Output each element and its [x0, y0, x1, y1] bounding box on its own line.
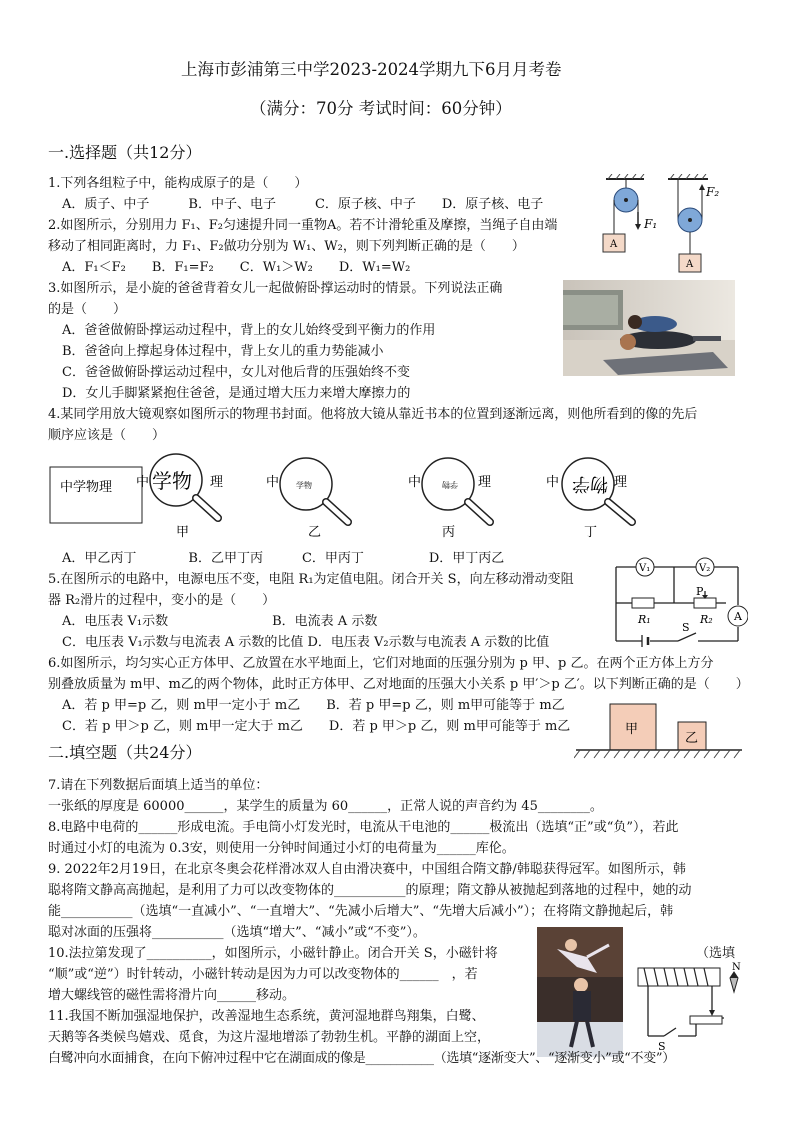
cubes-figure	[574, 700, 744, 762]
mag-c-image: 学物	[442, 480, 458, 489]
skating-photo	[537, 927, 623, 1057]
solenoid-figure	[628, 958, 748, 1054]
circuit-r1: R₁	[638, 613, 651, 626]
mag-d-image: 物学	[572, 473, 608, 494]
circuit-v1: V₁	[639, 563, 651, 574]
mag-b-label: 乙	[308, 525, 322, 540]
mag-c-label: 丙	[442, 525, 456, 540]
q5-options-cd: C．电压表 V₁示数与电流表 A 示数的比值 D．电压表 V₂示数与电流表 A 示数的比值	[62, 635, 550, 650]
circuit-v2: V₂	[699, 563, 711, 574]
q3-option-c: C．爸爸做俯卧撑运动过程中，女儿对他后背的压强始终不变	[62, 365, 410, 380]
circuit-ammeter: A	[734, 610, 742, 623]
q4-line2: 顺序应该是（ ）	[48, 428, 166, 443]
mag-d-label: 丁	[584, 525, 598, 540]
exam-subtitle: （满分：70分 考试时间：60分钟）	[250, 99, 512, 118]
q3-option-d: D．女儿手脚紧紧抱住爸爸，是通过增大压力来增大摩擦力的	[62, 386, 411, 401]
solenoid-switch-label: S	[658, 1040, 666, 1053]
cube-jia-label: 甲	[625, 722, 639, 737]
pulley-label-a-left: A	[610, 239, 618, 250]
mag-b-left: 中	[266, 475, 280, 490]
q3-line2: 的是（ ）	[48, 302, 127, 317]
q1-options: A．质子、中子 B．中子、电子 C．原子核、中子 D．原子核、电子	[62, 197, 544, 212]
mag-d-left: 中	[546, 475, 560, 490]
q8-line2: 时通过小灯的电流为 0.3安，则使用一分钟时间通过小灯的电荷量为______库伦。	[48, 841, 515, 856]
q8-line1: 8.电路中电荷的______形成电流。手电筒小灯发光时，电流从干电池的______极流出（选填“正”或“负”），若此	[48, 820, 679, 835]
q9-line1: 9. 2022年2月19日，在北京冬奥会花样滑冰双人自由滑决赛中，中国组合隋文静/韩聪获得冠军。如图所示，韩	[48, 862, 686, 877]
q10-line1: 10.法拉第发现了__________，如图所示，小磁针静止。闭合开关 S，小磁针将	[48, 946, 498, 961]
q9-line4: 聪对冰面的压强将___________（选填“增大”、“减小”或“不变”）。	[48, 925, 426, 940]
q6-line1: 6.如图所示，均匀实心正方体甲、乙放置在水平地面上，它们对地面的压强分别为 p 甲、p 乙。在两个正方体上方分	[48, 656, 714, 671]
q9-line2: 聪将隋文静高高抛起，是利用了力可以改变物体的___________的原理；隋文静从被抛起到落地的过程中，她的动	[48, 883, 692, 898]
q9-line3: 能___________（选填“一直减小”、“一直增大”、“先减小后增大”、“先增大后减小”）；在将隋文静抛起后，韩	[48, 904, 674, 919]
q4-options: A．甲乙丙丁 B．乙甲丁丙 C．甲丙丁 D．甲丁丙乙	[62, 551, 505, 566]
q2-options: A．F₁＜F₂ B．F₁=F₂ C．W₁＞W₂ D．W₁=W₂	[62, 260, 411, 275]
mag-b-image: 学物	[296, 481, 312, 490]
q7-line2: 一张纸的厚度是 60000______，某学生的质量为 60______，正常人说的声音约为 45________。	[48, 799, 603, 814]
compass-north: N	[732, 962, 741, 973]
pulley-label-a-right: A	[686, 259, 694, 270]
pulley-label-f2: F₂	[706, 185, 720, 199]
magnifier-figure	[48, 452, 668, 546]
pulley-figure	[598, 174, 728, 276]
q10-line2: “顺”或“逆”）时针转动，小磁针转动是因为力可以改变物体的______ ，若	[48, 967, 478, 982]
section-fill-heading: 二.填空题（共24分）	[48, 743, 202, 762]
q6-options-cd: C．若 p 甲＞p 乙，则 m甲一定大于 m乙 D．若 p 甲＞p 乙，则 m甲可能等于 m乙	[62, 719, 571, 734]
q1-stem: 1.下列各组粒子中，能构成原子的是（ ）	[48, 176, 308, 191]
q2-line1: 2.如图所示，分别用力 F₁、F₂匀速提升同一重物A。若不计滑轮重及摩擦，当绳子自由端	[48, 218, 558, 233]
book-cover-title: 中学物理	[60, 480, 113, 495]
circuit-figure-q5	[608, 553, 748, 653]
mag-c-left: 中	[408, 475, 422, 490]
q11-line1: 11.我国不断加强湿地保护，改善湿地生态系统，黄河湿地群鸟翔集，白鹭、	[48, 1009, 485, 1024]
q5-line2: 器 R₂滑片的过程中，变小的是（ ）	[48, 593, 276, 608]
mag-a-left: 中	[136, 475, 150, 490]
q11-line3: 白鹭冲向水面捕食，在向下俯冲过程中它在湖面成的像是___________（选填“逐渐变大”、“逐渐变小”或“不变”）	[48, 1051, 675, 1066]
q3-option-b: B．爸爸向上撑起身体过程中，背上女儿的重力势能减小	[62, 344, 384, 359]
exam-title: 上海市彭浦第三中学2023-2024学期九下6月月考卷	[181, 60, 562, 79]
q6-line2: 别叠放质量为 m甲、m乙的两个物体，此时正方体甲、乙对地面的压强大小关系 p 甲′＞p 乙′。以下判断正确的是（ ）	[48, 677, 749, 692]
q7-line1: 7.请在下列数据后面填上适当的单位：	[48, 778, 269, 793]
mag-c-right: 理	[478, 475, 492, 490]
q3-line1: 3.如图所示，是小旋的爸爸背着女儿一起做俯卧撑运动时的情景。下列说法正确	[48, 281, 503, 296]
q6-options-ab: A．若 p 甲=p 乙，则 m甲一定小于 m乙 B．若 p 甲=p 乙，则 m甲可能等于 m乙	[62, 698, 565, 713]
q5-options-ab: A．电压表 V₁示数 B．电流表 A 示数	[62, 614, 378, 629]
q2-line2: 移动了相同距离时，力 F₁、F₂做功分别为 W₁、W₂，则下列判断正确的是（ ）	[48, 239, 525, 254]
mag-a-image: 学物	[152, 469, 192, 493]
q4-line1: 4.某同学用放大镜观察如图所示的物理书封面。他将放大镜从靠近书本的位置到逐渐远离，则他所看到的像的先后	[48, 407, 698, 422]
q10-line1-tail: （选填	[696, 946, 736, 961]
circuit-switch: S	[682, 621, 690, 634]
q11-line2: 天鹅等各类候鸟嬉戏、觅食，为这片湿地增添了勃勃生机。平静的湖面上空，	[48, 1030, 491, 1045]
pushup-photo	[563, 280, 735, 376]
mag-a-label: 甲	[176, 525, 190, 540]
cube-yi-label: 乙	[685, 731, 699, 746]
mag-a-right: 理	[210, 475, 224, 490]
q3-option-a: A．爸爸做俯卧撑运动过程中，背上的女儿始终受到平衡力的作用	[62, 323, 436, 338]
circuit-r2: R₂	[700, 613, 713, 626]
pulley-label-f1: F₁	[644, 217, 658, 231]
q10-line3: 增大螺线管的磁性需将滑片向______移动。	[48, 988, 296, 1003]
circuit-p: P	[696, 585, 704, 598]
section-choice-heading: 一.选择题（共12分）	[48, 143, 202, 162]
q5-line1: 5.在图所示的电路中，电源电压不变，电阻 R₁为定值电阻。闭合开关 S，向左移动滑动变阻	[48, 572, 574, 587]
mag-d-right: 理	[614, 475, 628, 490]
